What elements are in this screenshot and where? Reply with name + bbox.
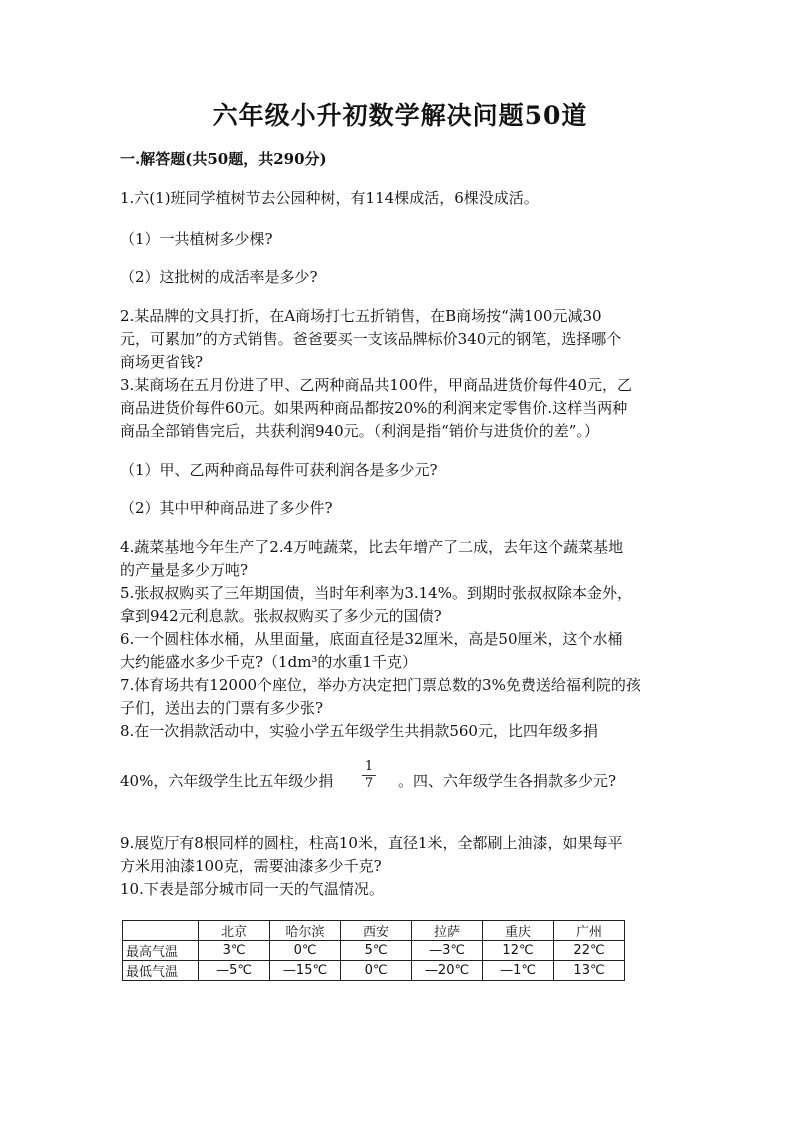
table-row-label: 最高气温 <box>123 941 199 961</box>
question-6-line-2: 大约能盛水多少千克?（1dm³的水重1千克） <box>120 653 417 671</box>
question-7-line-2: 子们，送出去的门票有多少张? <box>120 699 324 717</box>
table-header-row <box>123 921 625 941</box>
question-9-line-2: 方米用油漆100克，需要油漆多少千克? <box>120 857 382 875</box>
question-4-line-2: 的产量是多少万吨? <box>120 561 249 579</box>
fraction-numerator: 1 <box>364 759 374 774</box>
question-10-line-1: 10.下表是部分城市同一天的气温情况。 <box>120 880 384 898</box>
page-title: 六年级小升初数学解决问题50道 <box>212 101 588 130</box>
table-row-max-temp <box>123 941 625 961</box>
table-cell: 0℃ <box>341 961 412 981</box>
question-5-line-1: 5.张叔叔购买了三年期国债，当时年利率为3.14%。到期时张叔叔除本金外， <box>120 584 632 602</box>
question-3-part-2: （2）其中甲种商品进了多少件? <box>120 499 333 517</box>
question-3-part-1: （1）甲、乙两种商品每件可获利润各是多少元? <box>120 461 438 479</box>
question-2-line-2: 元，可累加”的方式销售。爸爸要买一支该品牌标价340元的钢笔，选择哪个 <box>120 330 622 348</box>
table-cell: —20℃ <box>412 961 483 981</box>
question-8-line-2a: 40%，六年级学生比五年级少捐 <box>120 772 334 790</box>
table-header-city: 哈尔滨 <box>270 921 341 941</box>
table-header-city: 北京 <box>199 921 270 941</box>
question-2-line-3: 商场更省钱? <box>120 353 204 371</box>
question-2-line-1: 2.某品牌的文具打折，在A商场打七五折销售，在B商场按“满100元减30 <box>120 307 602 325</box>
question-8-line-2b: 。四、六年级学生各捐款多少元? <box>398 772 617 790</box>
question-1-part-1: （1）一共植树多少棵? <box>120 230 273 248</box>
question-4-line-1: 4.蔬菜基地今年生产了2.4万吨蔬菜，比去年增产了二成，去年这个蔬菜基地 <box>120 538 624 556</box>
table-header-city: 重庆 <box>483 921 554 941</box>
question-3-line-1: 3.某商场在五月份进了甲、乙两种商品共100件，甲商品进货价每件40元，乙 <box>120 376 633 394</box>
table-cell: 13℃ <box>554 961 625 981</box>
table-cell: 5℃ <box>341 941 412 961</box>
question-9-line-1: 9.展览厅有8根同样的圆柱，柱高10米，直径1米，全都刷上油漆，如果每平 <box>120 834 623 852</box>
table-header-city: 西安 <box>341 921 412 941</box>
table-row-label: 最低气温 <box>123 961 199 981</box>
table-cell: —5℃ <box>199 961 270 981</box>
fraction-one-seventh <box>362 760 376 791</box>
table-cell: —15℃ <box>270 961 341 981</box>
question-6-line-1: 6.一个圆柱体水桶，从里面量，底面直径是32厘米，高是50厘米，这个水桶 <box>120 630 623 648</box>
question-3-line-3: 商品全部销售完后，共获利润940元。（利润是指“销价与进货价的差”。） <box>120 422 599 440</box>
section-heading: 一.解答题(共50题，共290分) <box>120 150 327 168</box>
table-cell: 12℃ <box>483 941 554 961</box>
table-cell: —3℃ <box>412 941 483 961</box>
table-cell: 3℃ <box>199 941 270 961</box>
table-header-city: 拉萨 <box>412 921 483 941</box>
table-cell: 0℃ <box>270 941 341 961</box>
table-header-city: 广州 <box>554 921 625 941</box>
table-corner-cell <box>123 921 199 941</box>
question-7-line-1: 7.体育场共有12000个座位，举办方决定把门票总数的3%免费送给福利院的孩 <box>120 676 641 694</box>
fraction-denominator: 7 <box>364 776 374 791</box>
table-cell: —1℃ <box>483 961 554 981</box>
question-1-part-2: （2）这批树的成活率是多少? <box>120 268 318 286</box>
question-8-line-1: 8.在一次捐款活动中，实验小学五年级学生共捐款560元，比四年级多捐 <box>120 722 598 740</box>
question-1: 1.六(1)班同学植树节去公园种树，有114棵成活，6棵没成活。 <box>120 189 539 207</box>
question-5-line-2: 拿到942元利息款。张叔叔购买了多少元的国债? <box>120 607 442 625</box>
table-row-min-temp <box>123 961 625 981</box>
temperature-table <box>122 920 625 981</box>
table-cell: 22℃ <box>554 941 625 961</box>
question-3-line-2: 商品进货价每件60元。如果两种商品都按20%的利润来定零售价.这样当两种 <box>120 399 628 417</box>
